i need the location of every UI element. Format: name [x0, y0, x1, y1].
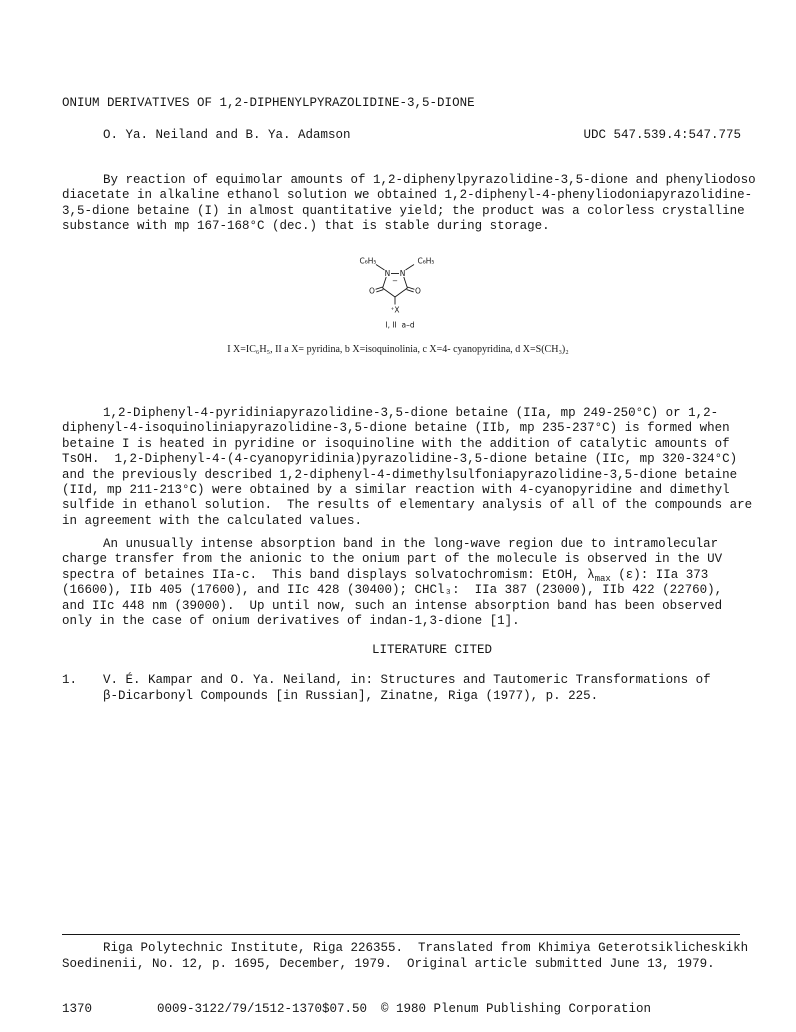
udc-code: UDC 547.539.4:547.775: [583, 128, 741, 142]
copyright-notice: © 1980 Plenum Publishing Corporation: [381, 1002, 652, 1016]
abstract-line: 3,5-dione betaine (I) in almost quantitative yield; the product was a colorless crystalline: [62, 203, 745, 218]
article-code: 0009-3122/79/1512-1370$07.50: [157, 1002, 368, 1016]
footer-divider: [62, 934, 740, 935]
body-paragraph-2: [62, 537, 762, 629]
paragraph-line: An unusually intense absorption band in the long-wave region due to intramolecular: [103, 537, 719, 551]
paragraph-line: (IId, mp 211-213°C) were obtained by a similar reaction with 4-cyanopyridine and dimethyl: [62, 482, 730, 497]
abstract-line: substance with mp 167-168°C (dec.) that is stable during storage.: [62, 219, 550, 234]
bond-c3-c4: [395, 288, 407, 297]
references-heading: LITERATURE CITED: [372, 643, 493, 657]
lambda-subscript: max: [594, 573, 611, 584]
abstract: [62, 173, 762, 235]
compound-label: I, II a–d: [385, 320, 415, 330]
reference-list: [62, 672, 762, 704]
bond-c5-c4: [383, 288, 395, 297]
reference-line: V. É. Kampar and O. Ya. Neiland, in: Structures and Tautomeric Transformations of: [103, 673, 711, 687]
paragraph-line: sulfide in ethanol solution. The results of elementary analysis of all of the compounds are: [62, 498, 753, 513]
bond-n2-phenyl: [406, 265, 415, 271]
substituent-label: ⁺X: [390, 305, 400, 315]
footer-line: Riga Polytechnic Institute, Riga 226355. Translated from Khimiya Geterotsiklicheskikh: [103, 941, 749, 955]
bond-c5-oxygen-a: [376, 287, 383, 289]
reference-number: 1.: [62, 673, 78, 687]
paper-title: ONIUM DERIVATIVES OF 1,2-DIPHENYLPYRAZOLIDINE-3,5-DIONE: [62, 96, 475, 110]
bond-c5-oxygen-b: [376, 290, 383, 292]
paragraph-line: (16600), IIb 405 (17600), and IIc 428 (30400); CHCl₃: IIa 387 (23000), IIb 422 (22760),: [62, 583, 723, 598]
paragraph-line: only in the case of onium derivatives of indan-1,3-dione [1].: [62, 613, 520, 628]
abstract-line: By reaction of equimolar amounts of 1,2-diphenylpyrazolidine-3,5-dione and phenyliodoso: [103, 173, 756, 187]
ring-charge-label: −: [392, 277, 398, 285]
footer-note: [62, 940, 762, 972]
paragraph-line: and IIc 448 nm (39000). Up until now, such an intense absorption band has been observed: [62, 598, 723, 613]
footer-line: Soedinenii, No. 12, p. 1695, December, 1979. Original article submitted June 13, 1979.: [62, 957, 715, 971]
reference-item: [103, 672, 711, 704]
reference-line: β-Dicarbonyl Compounds [in Russian], Zinatne, Riga (1977), p. 225.: [103, 689, 599, 703]
paragraph-line: charge transfer from the anionic to the onium part of the molecule is observed in the UV: [62, 552, 723, 567]
paragraph-line: betaine I is heated in pyridine or isoquinoline with the addition of catalytic amounts of: [62, 436, 730, 451]
phenyl-right-label: C₆H₅: [417, 256, 435, 266]
paragraph-line-lambda: [62, 568, 762, 583]
nitrogen-left-label: N: [384, 269, 391, 278]
abstract-line: diacetate in alkaline ethanol solution we obtained 1,2-diphenyl-4-phenyliodoniapyrazolidine-: [62, 188, 753, 203]
oxygen-left-label: O: [369, 286, 375, 296]
paragraph-line: and the previously described 1,2-diphenyl-4-dimethylsulfoniapyrazolidine-3,5-dione betaine: [62, 467, 738, 482]
phenyl-left-label: C₆H₅: [359, 256, 377, 266]
bond-c3-oxygen-a: [407, 287, 414, 289]
bond-n2-c3: [404, 277, 408, 288]
paragraph-line: TsOH. 1,2-Diphenyl-4-(4-cyanopyridinia)pyrazolidine-3,5-dione betaine (IIc, mp 320-324°C): [62, 452, 738, 467]
bond-n1-phenyl: [376, 265, 385, 271]
chemical-structure: [340, 250, 460, 334]
nitrogen-right-label: N: [399, 269, 406, 278]
paragraph-line: 1,2-Diphenyl-4-pyridiniapyrazolidine-3,5-dione betaine (IIa, mp 249-250°C) or 1,2-: [103, 406, 719, 420]
lambda-line-text-end: (ε): IIa 373: [610, 567, 709, 582]
authors: O. Ya. Neiland and B. Ya. Adamson: [103, 128, 351, 142]
paragraph-line: in agreement with the calculated values.: [62, 513, 363, 528]
bond-n1-c5: [383, 277, 387, 288]
body-paragraph-1: [62, 406, 762, 529]
oxygen-right-label: O: [415, 286, 421, 296]
bond-c3-oxygen-b: [407, 290, 414, 292]
structure-caption: I X=IC₆H₅, II a X= pyridina, b X=isoquinolinia, c X=4- cyanopyridina, d X=S(CH₃)₂: [227, 344, 569, 355]
paragraph-line: diphenyl-4-isoquinoliniapyrazolidine-3,5-dione betaine (IIb, mp 235-237°C) is formed when: [62, 421, 730, 436]
lambda-line-text: spectra of betaines IIa-c. This band displays solvatochromism: EtOH, λ: [62, 567, 595, 582]
page-number: 1370: [62, 1002, 93, 1016]
